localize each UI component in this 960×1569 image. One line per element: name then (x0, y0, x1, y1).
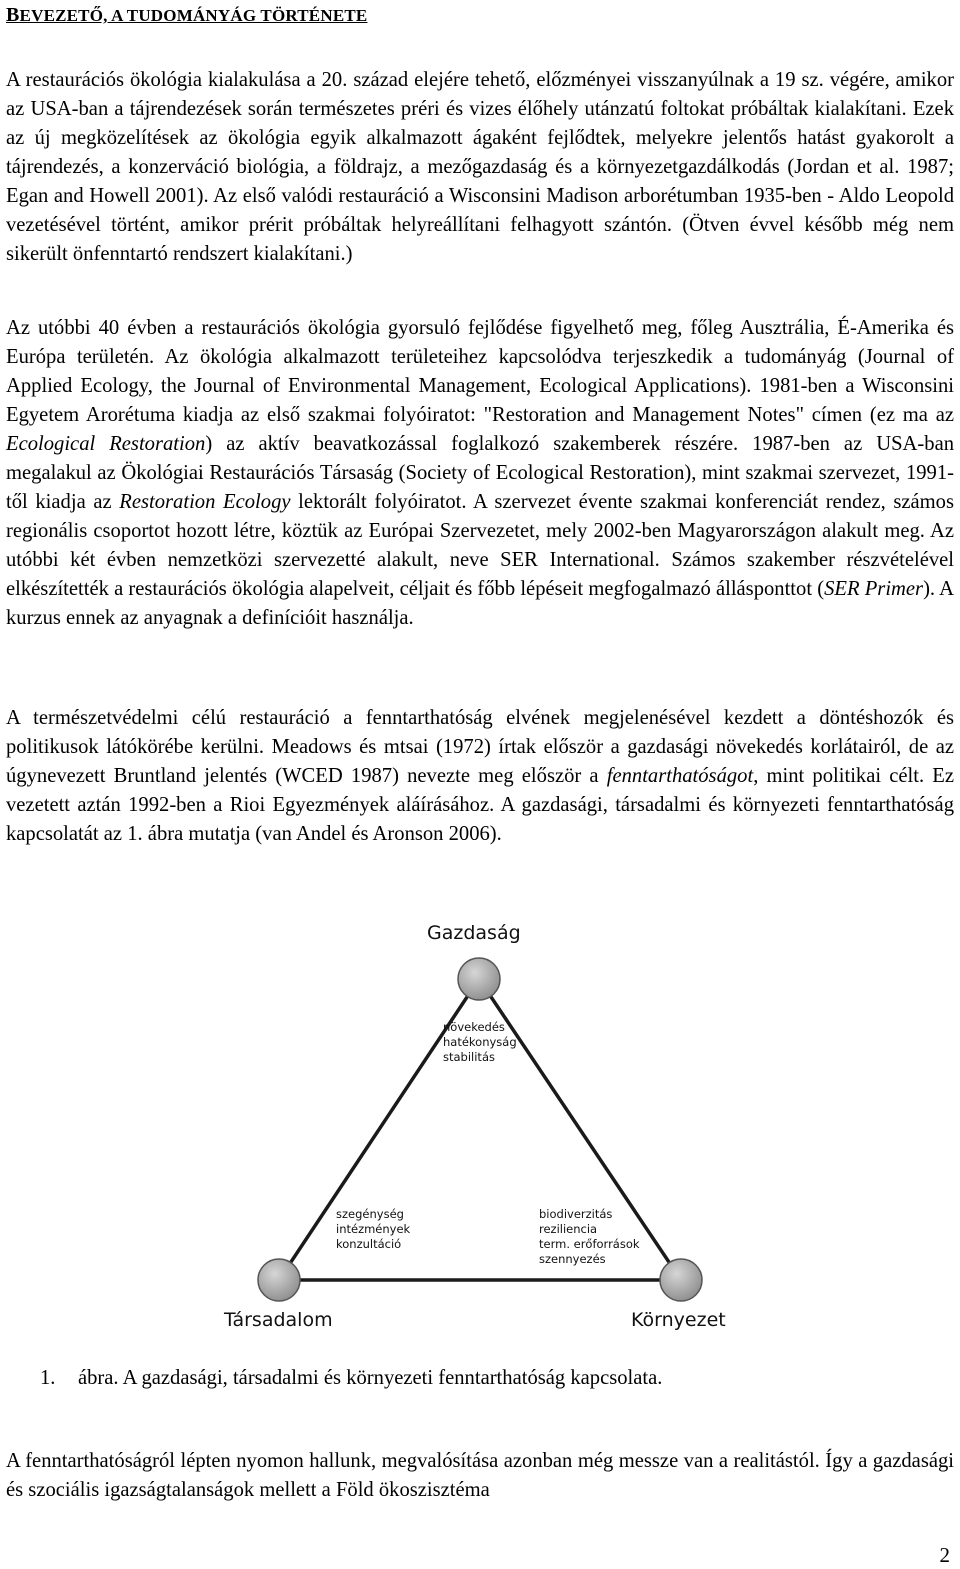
text-run: lektorált folyóiratot. A szervezet évente szakmai konferenciát rendez, számos regionális csoportot hozott létre, köztük az Európai Szervezetet, mely 2002-ben Magyarországon alakult meg. Az utóbbi két évben nemzetközi szervezetté alakult, neve SER International. Számos szakember részvételével elkészítették a restaurációs ökológia alapelveit, céljait és főbb lépéseit megfogalmazó állásponttot ( (6, 491, 954, 600)
paragraph-development (6, 314, 954, 633)
text-run: ) az aktív beavatkozással foglalkozó szakemberek részére. 1987-ben az USA-ban megalakul az Ökológiai Restaurációs Társaság (Society of Ecological Restoration), mint szakmai szervezet, 1991-től kiadja az (6, 433, 955, 513)
economy-item: hatékonyság (443, 1035, 517, 1049)
page-number: 2 (939, 1543, 950, 1567)
heading-initial: B (6, 4, 20, 26)
heading-rest: EVEZETŐ, A TUDOMÁNYÁG TÖRTÉNETE (19, 6, 368, 25)
society-item: szegénység (336, 1207, 404, 1221)
economy-item: stabilitás (443, 1050, 495, 1064)
caption-number: 1. (40, 1367, 56, 1389)
italic-journal-name: Restoration Ecology (119, 491, 291, 513)
node-economy (458, 958, 500, 1000)
paragraph-sustainability (6, 704, 954, 849)
text-run: Az utóbbi 40 évben a restaurációs ökológia gyorsuló fejlődése figyelhető meg, főleg Ausztrália, É-Amerika és Európa területén. Az ökológia alkalmazott területeihez kapcsolódva terjeszkedik a tudományág (Journal of Applied Ecology, the Journal of Environmental Management, Ecological Applications). 1981-ben a Wisconsini Egyetem Arorétuma kiadja az első szakmai folyóiratot: "Restoration and Management Notes" címen (ez ma az (6, 317, 954, 426)
environment-item: reziliencia (539, 1222, 598, 1236)
caption-text: ábra. A gazdasági, társadalmi és környezeti fenntarthatóság kapcsolata. (78, 1367, 663, 1389)
environment-item: term. erőforrások (539, 1237, 640, 1251)
figure-caption (40, 1364, 662, 1392)
label-environment: Környezet (631, 1309, 726, 1331)
text-run: ). A kurzus ennek az anyagnak a definícióit használja. (6, 578, 955, 629)
society-items (336, 1207, 411, 1251)
label-society: Társadalom (224, 1309, 333, 1331)
sustainability-triangle-diagram (0, 905, 960, 1345)
italic-term: fenntarthatóságot (606, 765, 754, 787)
italic-document-name: SER Primer (824, 578, 924, 600)
environment-item: szennyezés (539, 1252, 606, 1266)
node-environment (660, 1259, 702, 1301)
label-economy: Gazdaság (427, 922, 521, 944)
society-item: intézmények (336, 1222, 411, 1236)
paragraph-closing: A fenntarthatóságról lépten nyomon hallunk, megvalósítása azonban még messze van a realitástól. Így a gazdasági és szociális igazságtalanságok mellett a Föld ökoszisztéma (6, 1450, 954, 1501)
paragraph-history-intro: A restaurációs ökológia kialakulása a 20. század elejére tehető, előzményei visszanyúlnak a 19 sz. végére, amikor az USA-ban a tájrendezések során természetes préri és vizes élőhely utánzatú foltokat próbáltak kialakítani. Ezek az új megközelítések az ökológia egyik alkalmazott ágaként fejlődtek, melyekre jelentős hatást gyakorolt a tájrendezés, a konzerváció biológia, a földrajz, a mezőgazdaság és a környezetgazdálkodás (Jordan et al. 1987; Egan and Howell 2001). Az első valódi restauráció a Wisconsini Madison arborétumban 1935-ben - Aldo Leopold vezetésével történt, amikor prérit próbáltak helyreállítani felhagyott szántón. (Ötven évvel később még nem sikerült önfenntartó rendszert kialakítani.) (6, 69, 954, 265)
node-society (258, 1259, 300, 1301)
section-heading (6, 4, 367, 27)
text-run: , mint politikai célt. Ez vezetett aztán 1992-ben a Rioi Egyezmények aláírásához. A gazdasági, társadalmi és környezeti fenntarthatóság kapcsolatát az 1. ábra mutatja (van Andel és Aronson 2006). (6, 765, 954, 845)
environment-item: biodiverzitás (539, 1207, 613, 1221)
text-run: A természetvédelmi célú restauráció a fenntarthatóság elvének megjelenésével kezdett a döntéshozók és politikusok látókörébe kerülni. Meadows és mtsai (1972) írtak először a gazdasági növekedés korlátairól, de az úgynevezett Bruntland jelentés (WCED 1987) nevezte meg először a (6, 707, 954, 787)
environment-items (539, 1207, 640, 1266)
economy-items (443, 1020, 517, 1064)
economy-item: növekedés (443, 1020, 505, 1034)
italic-journal-name: Ecological Restoration (6, 433, 206, 455)
society-item: konzultáció (336, 1237, 402, 1251)
